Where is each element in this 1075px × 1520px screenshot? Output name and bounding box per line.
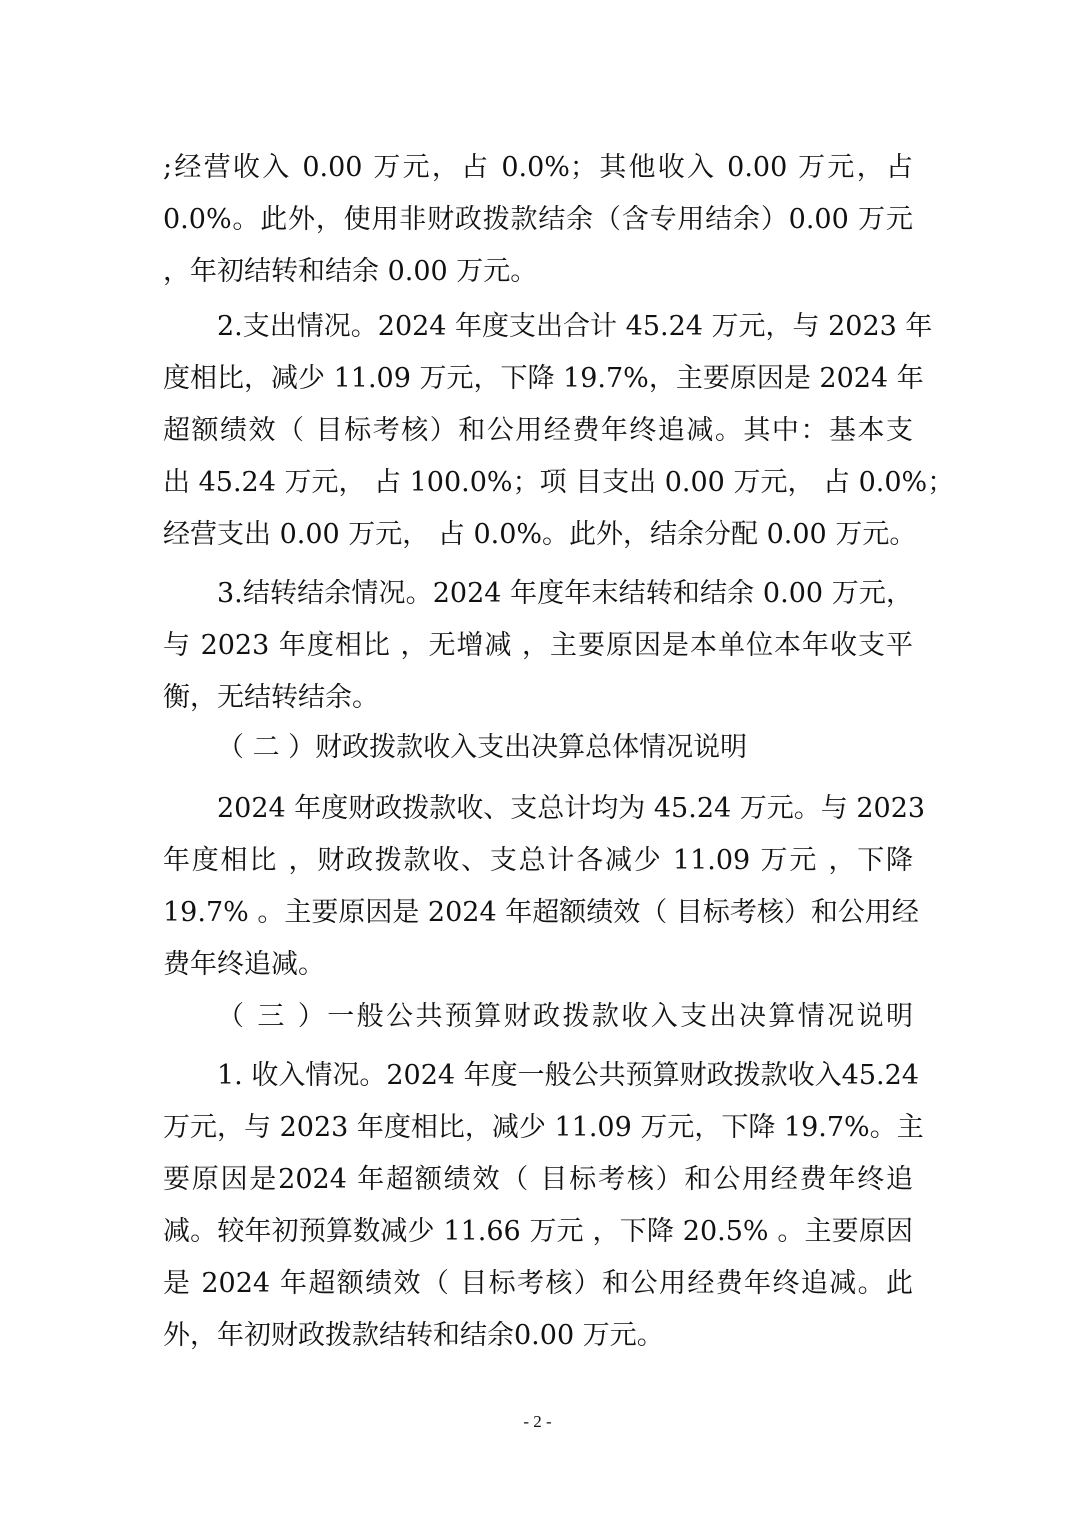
section-heading-2: （ 二 ）财政拨款收入支出决算总体情况说明 — [217, 732, 748, 763]
body-line-13: 年度相比 ，财政拨款收、支总计各减少 11.09 万元 ，下降 — [163, 845, 913, 876]
body-line-11: 衡，无结转结余。 — [163, 682, 379, 713]
body-line-4: 2.支出情况。2024 年度支出合计 45.24 万元，与 2023 年 — [217, 311, 933, 342]
body-line-10: 与 2023 年度相比 ，无增减 ，主要原因是本单位本年收支平 — [163, 630, 913, 661]
body-line-8: 经营支出 0.00 万元， 占 0.0%。此外，结余分配 0.00 万元。 — [163, 519, 917, 550]
page-number: - 2 - — [523, 1412, 552, 1431]
body-line-18: 要原因是2024 年超额绩效（ 目标考核）和公用经费年终追 — [163, 1164, 913, 1195]
body-line-16: 1. 收入情况。2024 年度一般公共预算财政拨款收入45.24 — [217, 1060, 919, 1091]
body-line-21: 外，年初财政拨款结转和结余0.00 万元。 — [163, 1320, 664, 1351]
section-heading-3: （ 三 ）一般公共预算财政拨款收入支出决算情况说明 — [217, 1001, 913, 1032]
body-line-2: 0.0%。此外，使用非财政拨款结余（含专用结余）0.00 万元 — [163, 204, 913, 235]
body-line-17: 万元，与 2023 年度相比，减少 11.09 万元，下降 19.7%。主 — [163, 1112, 924, 1143]
body-line-9: 3.结转结余情况。2024 年度年末结转和结余 0.00 万元， — [217, 578, 913, 609]
body-line-15: 费年终追减。 — [163, 949, 325, 980]
body-line-3: ，年初结转和结余 0.00 万元。 — [163, 256, 538, 287]
body-line-12: 2024 年度财政拨款收、支总计均为 45.24 万元。与 2023 — [217, 793, 926, 824]
body-line-19: 减。较年初预算数减少 11.66 万元 ，下降 20.5% 。主要原因 — [163, 1216, 913, 1247]
body-line-14: 19.7% 。主要原因是 2024 年超额绩效（ 目标考核）和公用经 — [163, 897, 919, 928]
body-line-20: 是 2024 年超额绩效（ 目标考核）和公用经费年终追减。此 — [163, 1268, 913, 1299]
body-line-7: 出 45.24 万元， 占 100.0%；项 目支出 0.00 万元， 占 0.0%； — [163, 467, 955, 498]
body-line-1: ;经营收入 0.00 万元，占 0.0%；其他收入 0.00 万元，占 — [163, 152, 913, 183]
body-line-5: 度相比，减少 11.09 万元，下降 19.7%，主要原因是 2024 年 — [163, 363, 924, 394]
body-line-6: 超额绩效（ 目标考核）和公用经费年终追减。其中：基本支 — [163, 415, 913, 446]
